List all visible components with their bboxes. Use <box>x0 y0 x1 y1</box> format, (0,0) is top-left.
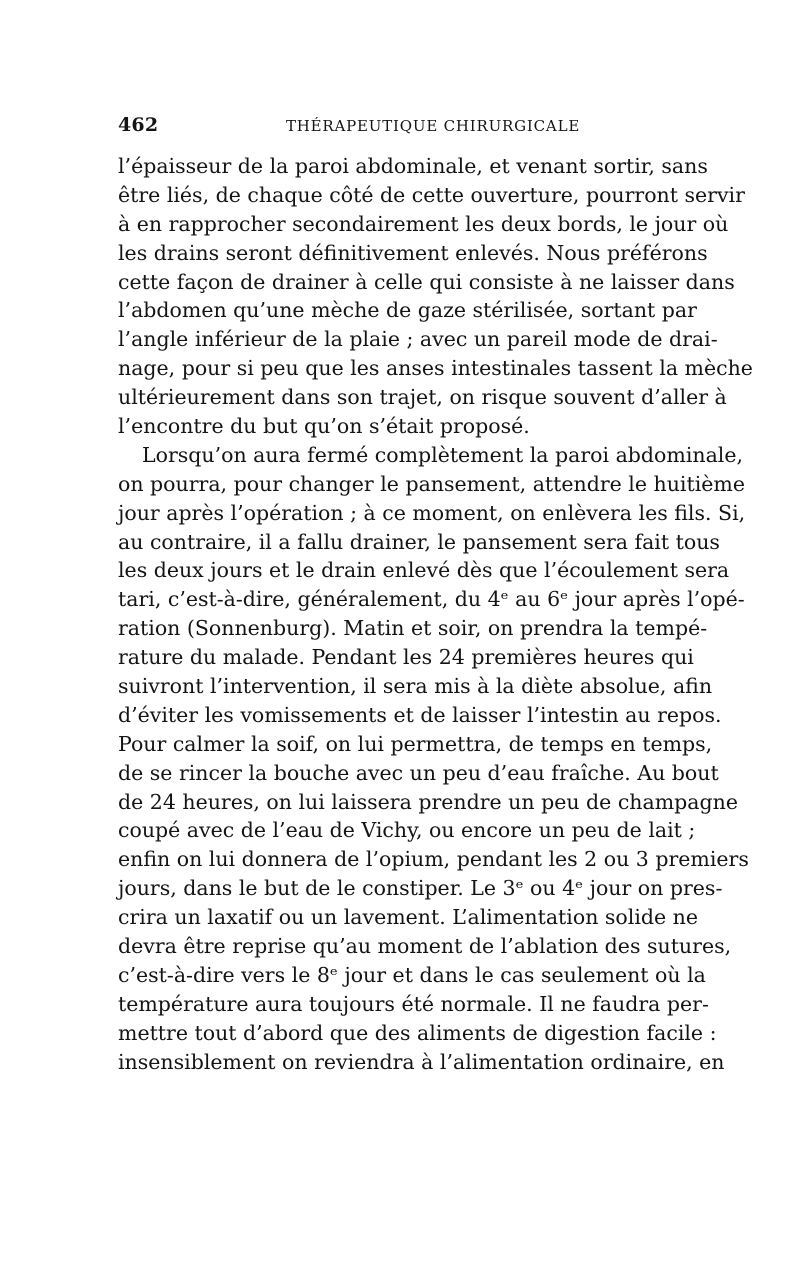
text-line: à en rapprocher secondairement les deux bords, le jour où <box>118 211 729 236</box>
text-line: devra être reprise qu’au moment de l’ablation des sutures, <box>118 934 732 959</box>
text-line: insensiblement on reviendra à l’alimentation ordinaire, en <box>118 1049 725 1074</box>
text-line: les deux jours et le drain enlevé dès que l’écoulement sera <box>118 558 730 583</box>
text-line: au contraire, il a fallu drainer, le pansement sera fait tous <box>118 529 720 554</box>
text-line: tari, c’est-à-dire, généralement, du 4ᵉ au 6ᵉ jour après l’opé- <box>118 587 745 612</box>
text-line: cette façon de drainer à celle qui consiste à ne laisser dans <box>118 269 735 294</box>
text-line: mettre tout d’abord que des aliments de digestion facile : <box>118 1020 717 1045</box>
text-line: de se rincer la bouche avec un peu d’eau fraîche. Au bout <box>118 760 719 785</box>
text-line: crira un laxatif ou un lavement. L’alimentation solide ne <box>118 905 698 930</box>
text-line: c’est-à-dire vers le 8ᵉ jour et dans le cas seulement où la <box>118 962 706 987</box>
running-title: THÉRAPEUTIQUE CHIRURGICALE <box>286 117 581 135</box>
text-line: nage, pour si peu que les anses intestinales tassent la mèche <box>118 356 753 381</box>
text-line: l’angle inférieur de la plaie ; avec un pareil mode de drai- <box>118 327 718 352</box>
text-line: coupé avec de l’eau de Vichy, ou encore un peu de lait ; <box>118 818 696 843</box>
text-line: suivront l’intervention, il sera mis à la diète absolue, afin <box>118 674 713 699</box>
text-line: Lorsqu’on aura fermé complètement la paroi abdominale, <box>142 442 744 467</box>
text-line: on pourra, pour changer le pansement, attendre le huitième <box>118 471 745 496</box>
text-line: rature du malade. Pendant les 24 premières heures qui <box>118 645 694 670</box>
page-number: 462 <box>118 114 159 136</box>
text-line: l’encontre du but qu’on s’était proposé. <box>118 414 530 439</box>
text-line: température aura toujours été normale. Il ne faudra per- <box>118 991 709 1016</box>
running-head <box>118 114 682 140</box>
text-line: ultérieurement dans son trajet, on risque souvent d’aller à <box>118 385 727 410</box>
text-line: l’abdomen qu’une mèche de gaze stérilisée, sortant par <box>118 298 697 323</box>
body-text <box>118 152 753 1077</box>
text-line: jour après l’opération ; à ce moment, on enlèvera les fils. Si, <box>118 500 746 525</box>
text-line: enfin on lui donnera de l’opium, pendant les 2 ou 3 premiers <box>118 847 749 872</box>
text-line: de 24 heures, on lui laissera prendre un peu de champagne <box>118 789 738 814</box>
text-line: l’épaisseur de la paroi abdominale, et venant sortir, sans <box>118 154 708 178</box>
text-line: ration (Sonnenburg). Matin et soir, on prendra la tempé- <box>118 616 708 641</box>
text-line: d’éviter les vomissements et de laisser l’intestin au repos. <box>118 702 722 727</box>
text-line: les drains seront définitivement enlevés. Nous préférons <box>118 240 708 265</box>
text-line: Pour calmer la soif, on lui permettra, de temps en temps, <box>118 731 713 756</box>
text-line: être liés, de chaque côté de cette ouverture, pourront servir <box>118 182 745 207</box>
text-line: jours, dans le but de le constiper. Le 3ᵉ ou 4ᵉ jour on pres- <box>118 876 723 901</box>
